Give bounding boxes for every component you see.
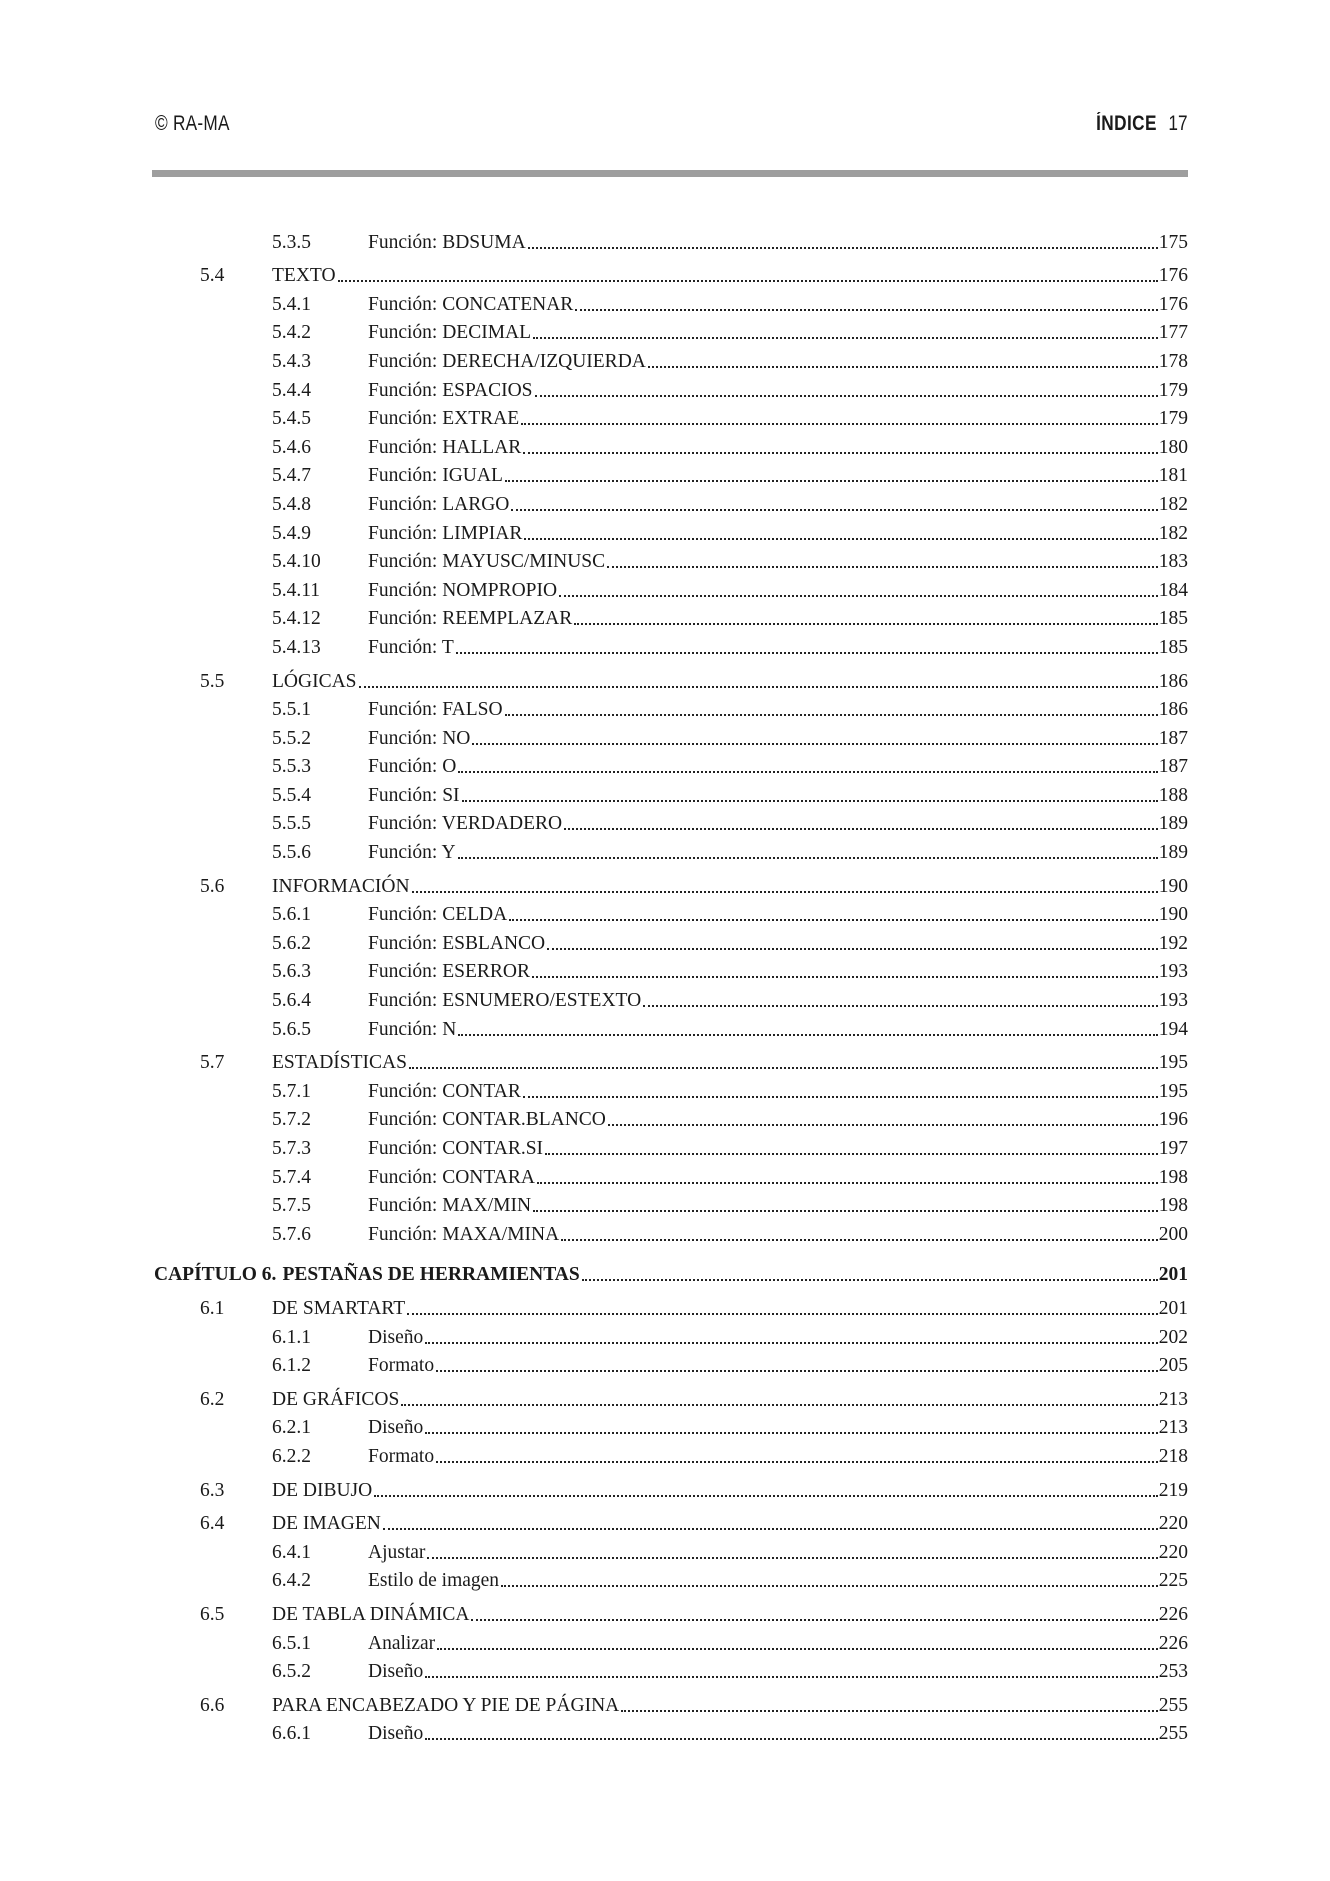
toc-subsection-entry[interactable] <box>152 835 1188 864</box>
toc-entry-page: 193 <box>1158 990 1188 1012</box>
toc-subsection-entry[interactable] <box>152 1717 1188 1746</box>
toc-entry-number: 6.3 <box>200 1479 225 1501</box>
running-head-title: ÍNDICE <box>1096 112 1158 135</box>
toc-dot-leader <box>407 1299 1158 1315</box>
toc-dot-leader <box>561 1225 1158 1241</box>
publisher-mark: © RA-MA <box>155 112 230 135</box>
toc-entry-title: Diseño <box>368 1723 424 1745</box>
toc-entry-title: Función: ESNUMERO/ESTEXTO <box>368 990 642 1012</box>
toc-subsection-entry[interactable] <box>152 225 1188 254</box>
toc-subsection-entry[interactable] <box>152 1074 1188 1103</box>
toc-subsection-entry[interactable] <box>152 1131 1188 1160</box>
toc-dot-leader <box>524 524 1157 540</box>
toc-entry-page: 186 <box>1158 699 1188 721</box>
toc-entry-page: 198 <box>1158 1195 1188 1217</box>
toc-entry-page: 201 <box>1158 1297 1188 1319</box>
toc-subsection-entry[interactable] <box>152 373 1188 402</box>
toc-dot-leader <box>425 1724 1158 1740</box>
toc-entry-page: 193 <box>1158 961 1188 983</box>
toc-entry-page: 177 <box>1158 322 1188 344</box>
toc-entry-number: 5.7.3 <box>272 1138 311 1159</box>
toc-entry-page: 192 <box>1158 932 1188 954</box>
toc-subsection-entry[interactable] <box>152 1655 1188 1684</box>
toc-entry-page: 187 <box>1158 727 1188 749</box>
toc-entry-number: 6.2.2 <box>272 1445 311 1467</box>
toc-entry-title: INFORMACIÓN <box>272 875 410 897</box>
toc-subsection-entry[interactable] <box>152 545 1188 574</box>
toc-entry-number: 5.4.12 <box>272 608 321 630</box>
toc-entry-number: 6.2 <box>200 1388 225 1410</box>
toc-entry-number: 5.5.1 <box>272 699 311 721</box>
toc-entry-page: 179 <box>1158 379 1188 401</box>
toc-dot-leader <box>523 1082 1158 1098</box>
toc-entry-title: Función: MAX/MIN <box>368 1195 532 1217</box>
toc-entry-number: 5.4.10 <box>272 551 321 573</box>
toc-dot-leader <box>409 1053 1158 1069</box>
toc-subsection-entry[interactable] <box>152 721 1188 750</box>
toc-entry-number: 5.4.9 <box>272 522 311 544</box>
toc-entry-title: Función: EXTRAE <box>368 408 520 430</box>
toc-entry-page: 190 <box>1158 904 1188 926</box>
toc-entry-title: Función: FALSO <box>368 699 503 721</box>
toc-section-entry[interactable] <box>152 1473 1188 1502</box>
toc-dot-leader <box>532 962 1158 978</box>
toc-entry-number: 5.7 <box>200 1052 225 1074</box>
toc-entry-title: Función: O <box>368 756 457 778</box>
toc-entry-title: Diseño <box>368 1661 424 1683</box>
toc-entry-page: 253 <box>1158 1661 1188 1683</box>
toc-entry-page: 180 <box>1158 436 1188 458</box>
toc-entry-page: 187 <box>1158 756 1188 778</box>
toc-entry-number: 5.4.4 <box>272 379 311 401</box>
toc-entry-number: 5.7.6 <box>272 1223 311 1245</box>
toc-entry-number: 5.6.1 <box>272 904 311 926</box>
toc-entry-number: 6.6.1 <box>272 1723 311 1745</box>
toc-section-entry[interactable] <box>152 1507 1188 1536</box>
toc-entry-title: Función: Y <box>368 842 456 864</box>
toc-subsection-entry[interactable] <box>152 983 1188 1012</box>
toc-entry-title: DE TABLA DINÁMICA <box>272 1603 470 1625</box>
toc-dot-leader <box>559 581 1158 597</box>
toc-dot-leader <box>425 1418 1158 1434</box>
toc-entry-title: Diseño <box>368 1417 424 1439</box>
toc-entry-number: 5.7.1 <box>272 1080 311 1102</box>
toc-entry-title: Función: NOMPROPIO <box>368 579 558 601</box>
toc-entry-title: Función: ESBLANCO <box>368 932 546 954</box>
toc-subsection-entry[interactable] <box>152 693 1188 722</box>
toc-dot-leader <box>412 877 1158 893</box>
toc-entry-page: 218 <box>1158 1445 1188 1467</box>
toc-section-entry[interactable] <box>152 259 1188 288</box>
toc-section-entry[interactable] <box>152 664 1188 693</box>
toc-dot-leader <box>547 934 1158 950</box>
toc-entry-number: 5.6.5 <box>272 1018 311 1040</box>
header-rule <box>152 170 1188 177</box>
toc-entry-title: Función: CONTAR.BLANCO <box>368 1109 606 1131</box>
toc-entry-page: 185 <box>1158 608 1188 630</box>
toc-dot-leader <box>437 1634 1158 1650</box>
toc-entry-number: 5.6 <box>200 875 225 897</box>
toc-subsection-entry[interactable] <box>152 344 1188 373</box>
toc-section-entry[interactable] <box>152 869 1188 898</box>
toc-entry-title: Diseño <box>368 1326 424 1348</box>
toc-entry-page: 220 <box>1158 1541 1188 1563</box>
toc-subsection-entry[interactable] <box>152 898 1188 927</box>
toc-entry-page: 220 <box>1158 1513 1188 1535</box>
toc-entry-title: Función: DECIMAL <box>368 322 532 344</box>
toc-subsection-entry[interactable] <box>152 955 1188 984</box>
toc-subsection-entry[interactable] <box>152 926 1188 955</box>
toc-entry-page: 200 <box>1158 1223 1188 1245</box>
toc-entry-number: 5.5.2 <box>272 727 311 749</box>
toc-entry-title: PESTAÑAS DE HERRAMIENTAS <box>282 1264 580 1286</box>
toc-subsection-entry[interactable] <box>152 487 1188 516</box>
toc-dot-leader <box>501 1571 1158 1587</box>
toc-entry-number: 6.1 <box>200 1297 225 1319</box>
toc-subsection-entry[interactable] <box>152 1012 1188 1041</box>
toc-entry-page: 189 <box>1158 842 1188 864</box>
toc-entry-title: Función: SI <box>368 784 460 806</box>
toc-entry-title: Función: NO <box>368 727 471 749</box>
toc-entry-page: 255 <box>1158 1723 1188 1745</box>
toc-entry-page: 189 <box>1158 813 1188 835</box>
toc-entry-number: 5.6.2 <box>272 932 311 954</box>
toc-entry-page: 219 <box>1158 1479 1188 1501</box>
toc-entry-page: 176 <box>1158 293 1188 315</box>
toc-dot-leader <box>505 466 1158 482</box>
toc-dot-leader <box>436 1447 1158 1463</box>
toc-entry-number: 5.4.1 <box>272 293 311 315</box>
toc-entry-number: 5.6.3 <box>272 961 311 983</box>
toc-dot-leader <box>359 672 1158 688</box>
toc-entry-number: 5.4.11 <box>272 579 321 601</box>
toc-entry-page: 186 <box>1158 670 1188 692</box>
toc-entry-number: 5.3.5 <box>272 231 311 253</box>
toc-entry-page: 213 <box>1158 1388 1188 1410</box>
toc-entry-page: 202 <box>1158 1326 1188 1348</box>
table-of-contents <box>152 225 1188 1745</box>
toc-entry-title: DE IMAGEN <box>272 1513 381 1535</box>
toc-subsection-entry[interactable] <box>152 807 1188 836</box>
toc-dot-leader <box>462 786 1158 802</box>
toc-dot-leader <box>607 552 1158 568</box>
toc-dot-leader <box>564 814 1158 830</box>
toc-entry-number: 5.4.7 <box>272 465 311 487</box>
toc-entry-number: 5.4.13 <box>272 636 321 658</box>
toc-dot-leader <box>383 1514 1158 1530</box>
toc-dot-leader <box>537 1168 1158 1184</box>
toc-entry-number: 5.5.6 <box>272 842 311 864</box>
toc-entry-title: Función: IGUAL <box>368 465 503 487</box>
toc-entry-number: 5.7.4 <box>272 1166 311 1188</box>
toc-entry-title: Función: T <box>368 636 454 658</box>
toc-entry-title: Función: BDSUMA <box>368 231 526 253</box>
toc-dot-leader <box>643 991 1158 1007</box>
toc-entry-title: Función: CONTAR <box>368 1080 521 1102</box>
toc-entry-number: CAPÍTULO 6. <box>154 1264 277 1286</box>
toc-dot-leader <box>528 233 1158 249</box>
toc-dot-leader <box>535 381 1158 397</box>
toc-entry-number: 6.5 <box>200 1603 225 1625</box>
toc-entry-title: Función: DERECHA/IZQUIERDA <box>368 350 646 372</box>
toc-dot-leader <box>511 495 1157 511</box>
toc-dot-leader <box>521 409 1158 425</box>
toc-subsection-entry[interactable] <box>152 1103 1188 1132</box>
toc-dot-leader <box>338 266 1158 282</box>
toc-entry-title: DE SMARTART <box>272 1297 406 1319</box>
toc-entry-page: 179 <box>1158 408 1188 430</box>
toc-entry-number: 5.5 <box>200 670 225 692</box>
toc-entry-title: Función: N <box>368 1018 457 1040</box>
toc-section-entry[interactable] <box>152 1688 1188 1717</box>
toc-entry-title: Formato <box>368 1355 435 1377</box>
toc-entry-number: 6.4.2 <box>272 1570 311 1592</box>
toc-entry-number: 6.5.2 <box>272 1661 311 1683</box>
toc-dot-leader <box>545 1139 1158 1155</box>
toc-subsection-entry[interactable] <box>152 287 1188 316</box>
toc-dot-leader <box>425 1328 1158 1344</box>
toc-dot-leader <box>456 638 1158 654</box>
toc-entry-page: 175 <box>1158 231 1188 253</box>
toc-entry-page: 195 <box>1158 1052 1188 1074</box>
toc-entry-title: Formato <box>368 1445 435 1467</box>
toc-entry-page: 226 <box>1158 1603 1188 1625</box>
toc-subsection-entry[interactable] <box>152 1564 1188 1593</box>
toc-subsection-entry[interactable] <box>152 1626 1188 1655</box>
toc-dot-leader <box>425 1662 1158 1678</box>
toc-entry-page: 181 <box>1158 465 1188 487</box>
toc-dot-leader <box>374 1481 1158 1497</box>
toc-dot-leader <box>574 609 1158 625</box>
toc-entry-number: 5.5.4 <box>272 784 311 806</box>
toc-entry-title: Función: CONTARA <box>368 1166 535 1188</box>
toc-entry-title: Función: CELDA <box>368 904 508 926</box>
toc-subsection-entry[interactable] <box>152 1320 1188 1349</box>
toc-dot-leader <box>509 905 1158 921</box>
toc-section-entry[interactable] <box>152 1291 1188 1320</box>
toc-dot-leader <box>648 352 1158 368</box>
toc-entry-title: Función: ESPACIOS <box>368 379 533 401</box>
toc-entry-number: 6.1.2 <box>272 1355 311 1377</box>
toc-dot-leader <box>458 1020 1157 1036</box>
toc-subsection-entry[interactable] <box>152 1189 1188 1218</box>
toc-entry-number: 5.7.5 <box>272 1195 311 1217</box>
toc-entry-page: 225 <box>1158 1570 1188 1592</box>
toc-dot-leader <box>458 843 1158 859</box>
toc-entry-title: Función: ESERROR <box>368 961 530 983</box>
toc-subsection-entry[interactable] <box>152 573 1188 602</box>
toc-subsection-entry[interactable] <box>152 430 1188 459</box>
toc-entry-number: 6.1.1 <box>272 1326 311 1348</box>
toc-entry-number: 5.7.2 <box>272 1109 311 1131</box>
toc-entry-page: 190 <box>1158 875 1188 897</box>
toc-entry-page: 185 <box>1158 636 1188 658</box>
toc-dot-leader <box>582 1265 1158 1281</box>
toc-subsection-entry[interactable] <box>152 516 1188 545</box>
toc-entry-title: Función: MAXA/MINA <box>368 1223 560 1245</box>
toc-entry-title: ESTADÍSTICAS <box>272 1052 407 1074</box>
toc-subsection-entry[interactable] <box>152 750 1188 779</box>
toc-dot-leader <box>533 323 1158 339</box>
toc-entry-title: DE DIBUJO <box>272 1479 373 1501</box>
toc-subsection-entry[interactable] <box>152 602 1188 631</box>
toc-subsection-entry[interactable] <box>152 1217 1188 1246</box>
toc-subsection-entry[interactable] <box>152 1411 1188 1440</box>
toc-entry-title: Función: MAYUSC/MINUSC <box>368 551 606 573</box>
toc-entry-title: Función: CONTAR.SI <box>368 1138 544 1159</box>
toc-entry-number: 6.5.1 <box>272 1632 311 1654</box>
toc-entry-page: 182 <box>1158 522 1188 544</box>
toc-entry-number: 6.2.1 <box>272 1417 311 1439</box>
running-head <box>1097 112 1188 136</box>
page-header <box>152 108 1188 144</box>
toc-entry-page: 213 <box>1158 1417 1188 1439</box>
toc-section-entry[interactable] <box>152 1382 1188 1411</box>
toc-entry-number: 5.4.8 <box>272 493 311 515</box>
toc-entry-title: Función: HALLAR <box>368 436 522 458</box>
toc-entry-page: 205 <box>1158 1355 1188 1377</box>
toc-dot-leader <box>523 438 1157 454</box>
toc-entry-page: 255 <box>1158 1694 1188 1716</box>
toc-entry-page: 194 <box>1158 1018 1188 1040</box>
toc-subsection-entry[interactable] <box>152 402 1188 431</box>
toc-entry-page: 201 <box>1158 1264 1188 1286</box>
toc-entry-title: DE GRÁFICOS <box>272 1388 400 1410</box>
toc-entry-page: 188 <box>1158 784 1188 806</box>
toc-dot-leader <box>427 1543 1157 1559</box>
toc-subsection-entry[interactable] <box>152 778 1188 807</box>
toc-entry-title: Función: CONCATENAR <box>368 293 574 315</box>
toc-entry-number: 5.6.4 <box>272 990 311 1012</box>
toc-entry-title: Función: LIMPIAR <box>368 522 523 544</box>
toc-entry-page: 178 <box>1158 350 1188 372</box>
toc-chapter-entry[interactable] <box>152 1258 1188 1287</box>
toc-entry-page: 182 <box>1158 493 1188 515</box>
toc-entry-number: 5.4.6 <box>272 436 311 458</box>
toc-entry-number: 5.5.5 <box>272 813 311 835</box>
toc-subsection-entry[interactable] <box>152 630 1188 659</box>
toc-entry-page: 198 <box>1158 1166 1188 1188</box>
toc-dot-leader <box>471 1605 1157 1621</box>
toc-entry-page: 197 <box>1158 1138 1188 1159</box>
toc-entry-number: 5.4.2 <box>272 322 311 344</box>
toc-entry-title: Estilo de imagen <box>368 1570 500 1592</box>
toc-entry-number: 5.5.3 <box>272 756 311 778</box>
toc-entry-title: Ajustar <box>368 1541 426 1563</box>
toc-dot-leader <box>436 1356 1158 1372</box>
toc-entry-page: 196 <box>1158 1109 1188 1131</box>
toc-section-entry[interactable] <box>152 1046 1188 1075</box>
toc-entry-title: TEXTO <box>272 265 336 287</box>
toc-entry-title: LÓGICAS <box>272 670 357 692</box>
toc-entry-title: Función: LARGO <box>368 493 510 515</box>
toc-entry-page: 195 <box>1158 1080 1188 1102</box>
toc-entry-page: 183 <box>1158 551 1188 573</box>
toc-entry-number: 6.4.1 <box>272 1541 311 1563</box>
toc-entry-number: 6.4 <box>200 1513 225 1535</box>
toc-entry-number: 5.4.3 <box>272 350 311 372</box>
toc-entry-title: Función: REEMPLAZAR <box>368 608 573 630</box>
toc-entry-title: Función: VERDADERO <box>368 813 563 835</box>
toc-entry-number: 5.4.5 <box>272 408 311 430</box>
toc-dot-leader <box>401 1390 1157 1406</box>
toc-subsection-entry[interactable] <box>152 1349 1188 1378</box>
toc-entry-page: 226 <box>1158 1632 1188 1654</box>
toc-subsection-entry[interactable] <box>152 459 1188 488</box>
toc-subsection-entry[interactable] <box>152 1439 1188 1468</box>
toc-entry-title: Analizar <box>368 1632 436 1654</box>
toc-subsection-entry[interactable] <box>152 1160 1188 1189</box>
toc-section-entry[interactable] <box>152 1597 1188 1626</box>
toc-dot-leader <box>608 1110 1158 1126</box>
toc-entry-number: 5.4 <box>200 265 225 287</box>
toc-entry-number: 6.6 <box>200 1694 225 1716</box>
toc-entry-title: PARA ENCABEZADO Y PIE DE PÁGINA <box>272 1694 620 1716</box>
toc-subsection-entry[interactable] <box>152 316 1188 345</box>
page-number: 17 <box>1168 112 1188 135</box>
toc-dot-leader <box>533 1196 1158 1212</box>
toc-entry-page: 176 <box>1158 265 1188 287</box>
toc-dot-leader <box>472 729 1157 745</box>
toc-dot-leader <box>505 700 1158 716</box>
toc-dot-leader <box>621 1696 1158 1712</box>
toc-subsection-entry[interactable] <box>152 1535 1188 1564</box>
toc-dot-leader <box>458 757 1157 773</box>
toc-entry-page: 184 <box>1158 579 1188 601</box>
toc-dot-leader <box>575 295 1157 311</box>
